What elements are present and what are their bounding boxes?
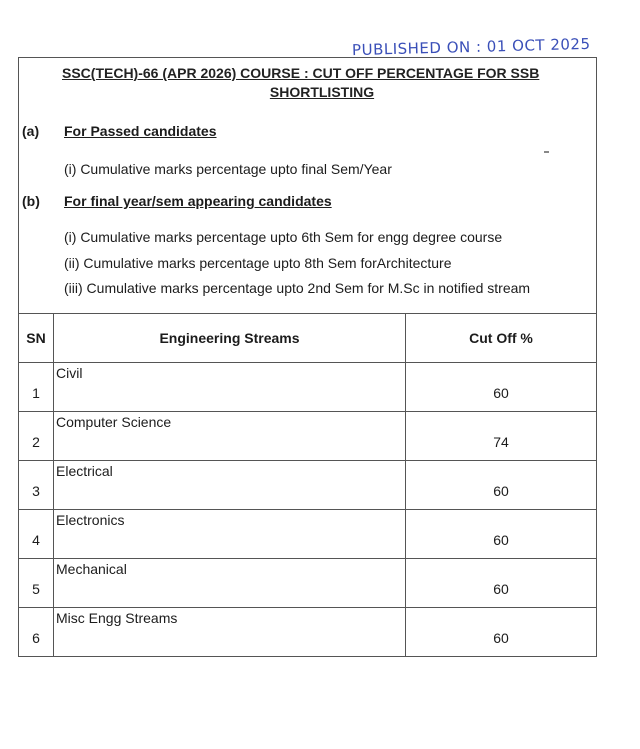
row-cutoff: 60 [493,532,509,548]
row-stream: Electronics [56,512,125,528]
header-stream: Engineering Streams [54,314,406,363]
row-cutoff: 74 [493,434,509,450]
row-cutoff: 60 [493,630,509,646]
row-cutoff: 60 [493,581,509,597]
row-stream: Computer Science [56,414,172,430]
section-b-label: (b) [22,193,40,209]
row-cutoff: 60 [493,483,509,499]
table-header-row [19,314,597,363]
section-b-heading: For final year/sem appearing candidates [64,193,332,209]
table-row [19,559,597,608]
title-line-1: SSC(TECH)-66 (APR 2026) COURSE : CUT OFF PERCENTAGE FOR SSB [62,65,540,81]
row-sn: 3 [32,483,40,499]
table-row [19,608,597,657]
cutoff-table [18,313,597,657]
header-cutoff: Cut Off % [406,314,597,363]
published-stamp: PUBLISHED ON : 01 OCT 2025 [351,34,591,60]
section-a-heading: For Passed candidates [64,123,217,139]
section-b-item-3: (iii) Cumulative marks percentage upto 2nd Sem for M.Sc in notified stream [64,280,531,296]
row-cutoff: 60 [493,385,509,401]
document-title [62,64,582,102]
table-row [19,363,597,412]
section-a-label: (a) [22,123,40,139]
row-stream: Electrical [56,463,113,479]
row-stream: Misc Engg Streams [56,610,178,626]
scan-mark [544,151,549,153]
row-stream: Civil [56,365,83,381]
row-sn: 6 [32,630,40,646]
table-row [19,461,597,510]
row-sn: 1 [32,385,40,401]
header-sn: SN [19,314,54,363]
row-stream: Mechanical [56,561,127,577]
section-a-item-1: (i) Cumulative marks percentage upto final Sem/Year [64,161,392,177]
section-b-item-1: (i) Cumulative marks percentage upto 6th Sem for engg degree course [64,229,503,245]
row-sn: 4 [32,532,40,548]
table-row [19,510,597,559]
table-row [19,412,597,461]
row-sn: 2 [32,434,40,450]
section-b-item-2: (ii) Cumulative marks percentage upto 8th Sem forArchitecture [64,255,452,271]
row-sn: 5 [32,581,40,597]
title-line-2: SHORTLISTING [269,84,375,100]
